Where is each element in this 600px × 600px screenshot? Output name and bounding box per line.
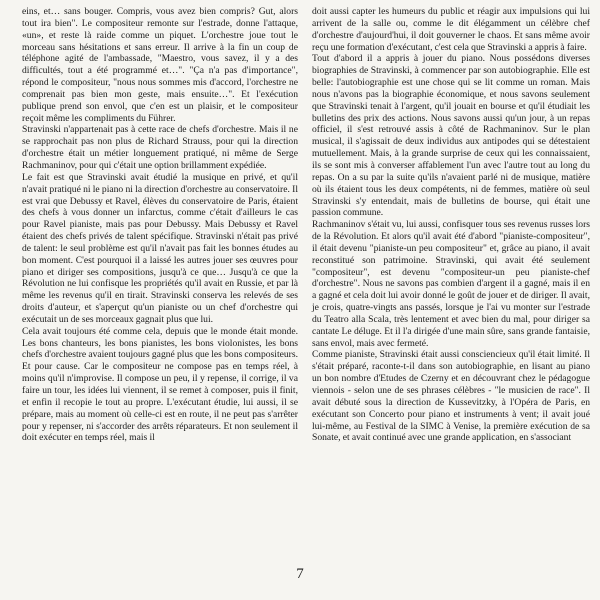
paragraph: doit aussi capter les humeurs du public et réagir aux impulsions qui lui arrivent de la salle ou, comme le dit élégamment un célèbre chef d'orchestre d'aujourd'hui, il doit gouverner le chaos. Et sans même avoir reçu une formation d'exécutant, c'est cela que Stravinski a appris à faire.: [312, 6, 590, 53]
page-number: 7: [296, 566, 304, 582]
paragraph: Stravinski n'appartenait pas à cette race de chefs d'orchestre. Mais il ne se rapprochait pas non plus de Richard Strauss, pour qui la direction d'orchestre était un métier longuement pratiqué, ni même de Serge Rachmaninov, pour qui c'était une option brillamment expédiée.: [22, 124, 298, 171]
right-text-column: [312, 6, 590, 444]
paragraph: Cela avait toujours été comme cela, depuis que le monde était monde. Les bons chanteurs, les bons pianistes, les bons violonistes, les bons chefs d'orchestre avaient toujours gagné plus que les bons compositeurs. Et pour cause. Car le compositeur ne compose pas en temps réel, à moins qu'il n'improvise. Il compose un peu, il y repense, il corrige, il va faire un tour, les idées lui viennent, il se remet à composer, puis il finit, et enfin il recopie le tout au propre. L'exécutant étudie, lui aussi, il se prépare, mais au moment où celle-ci est en route, il ne peut pas s'arrêter pour y repenser, ni s'accorder des arrêts réparateurs. Et non seulement il doit exécuter en temps réel, mais il: [22, 325, 298, 444]
left-text-column: [22, 6, 298, 444]
paragraph: Tout d'abord il a appris à jouer du piano. Nous possédons diverses biographies de Stravinski, à commencer par son autobiographie. Elle est belle: l'autobiographie est une chose qui se lit comme un roman. Mais nous n'avons pas la biographie économique, et nous savons seulement que Stravinski tenait à l'argent, qu'il jouait en bourse et qu'il étudiait les bulletins des prix des actions. Nous savons aussi qu'un jour, à un repas officiel, il s'est retrouvé assis à côté de Rachmaninov. Sur le plan musical, il s'agissait de deux individus aux antipodes qui se détestaient mutuellement. Mais, à la grande surprise de ceux qui les connaissaient, ils se sont mis à converser affablement l'un avec l'autre tout au long du repas. On a su par la suite qu'ils n'avaient parlé ni de musique, matière où ils étaient tous les deux compétents, ni de femmes, matière où seul Stravinski s'y entendait, mais de bulletins de bourse, qui était une passion commune.: [312, 53, 590, 219]
paragraph: Comme pianiste, Stravinski était aussi consciencieux qu'il était limité. Il s'était préparé, raconte-t-il dans son autobiographie, en lisant au piano un bon nombre d'Etudes de Czerny et en découvrant chez le pédagogue viennois - selon une de ses phrases célèbres - "le musicien de race". Il avait débuté sous la direction de Kussevitzky, à l'Opéra de Paris, en exécutant son Concerto pour piano et instruments à vent; il avait joué lui-même, au Festival de la SIMC à Venise, la première exécution de sa Sonate, et avait continué avec une grande application, en s'associant: [312, 349, 590, 444]
paragraph: Rachmaninov s'était vu, lui aussi, confisquer tous ses revenus russes lors de la Révolution. Et alors qu'il avait été d'abord "pianiste-compositeur", il était devenu "pianiste-un peu compositeur" et, grâce au piano, il avait reconstitué son patrimoine. Stravinski, qui avait été seulement "compositeur", est devenu "compositeur-un peu pianiste-chef d'orchestre". Nous ne savons pas combien d'argent il a gagné, mais il en a gagné et cela doit lui avoir donné le goût de jouer et de diriger. Il avait, je crois, quatre-vingts ans passés, lorsque je l'ai vu monter sur l'estrade du Teatro alla Scala, très lentement et avec bien du mal, pour diriger sa cantate Le déluge. Et il l'a dirigée d'une main sûre, sans grande fantaisie, sans envol, mais avec fermeté.: [312, 219, 590, 349]
paragraph: eins, et… sans bouger. Compris, vous avez bien compris? Gut, alors tout ira bien". Le compositeur remonte sur l'estrade, donne l'attaque, «un», et reste là raide comme un piquet. L'orchestre joue tout le morceau sans hésitations et sans erreur. Il arrive à la fin un coup de téléphone agité de l'ambassade, "Maestro, vous savez, il y a des difficultés, tout a été programmé et…". "Ça n'a pas d'importance", répond le compositeur, "nous nous sommes mis d'accord, l'orchestre ne comprenait pas bien mon geste, mais ensuite…". Et l'exécution publique prend son envol, que c'en est un plaisir, et le compositeur reçoit même les compliments du Führer.: [22, 6, 298, 124]
paragraph: Le fait est que Stravinski avait étudié la musique en privé, et qu'il n'avait pratiqué ni le piano ni la direction d'orchestre au conservatoire. Il est vrai que Debussy et Ravel, élèves du conservatoire de Paris, étaient des chefs à vous donner un infarctus, comme c'était d'ailleurs le cas pour Ravel pianiste, mais pas pour Debussy. Mais Debussy et Ravel étaient des chefs privés de talent spécifique. Stravinski n'était pas privé de talent: le seul problème est qu'il n'avait pas fait les bonnes études au bon moment. C'est pourquoi il a laissé les autres jouer ses œuvres pour piano et diriger ses compositions, jusqu'à ce que… Jusqu'à ce que la Révolution ne lui confisque les propriétés qu'il avait en Russie, et par là même les revenus qu'il en tirait. Stravinski conserva les relevés de ses droits d'auteur, et s'aperçut qu'un pianiste ou un chef d'orchestre qui exécutait un de ses morceaux gagnait plus que lui.: [22, 171, 298, 325]
